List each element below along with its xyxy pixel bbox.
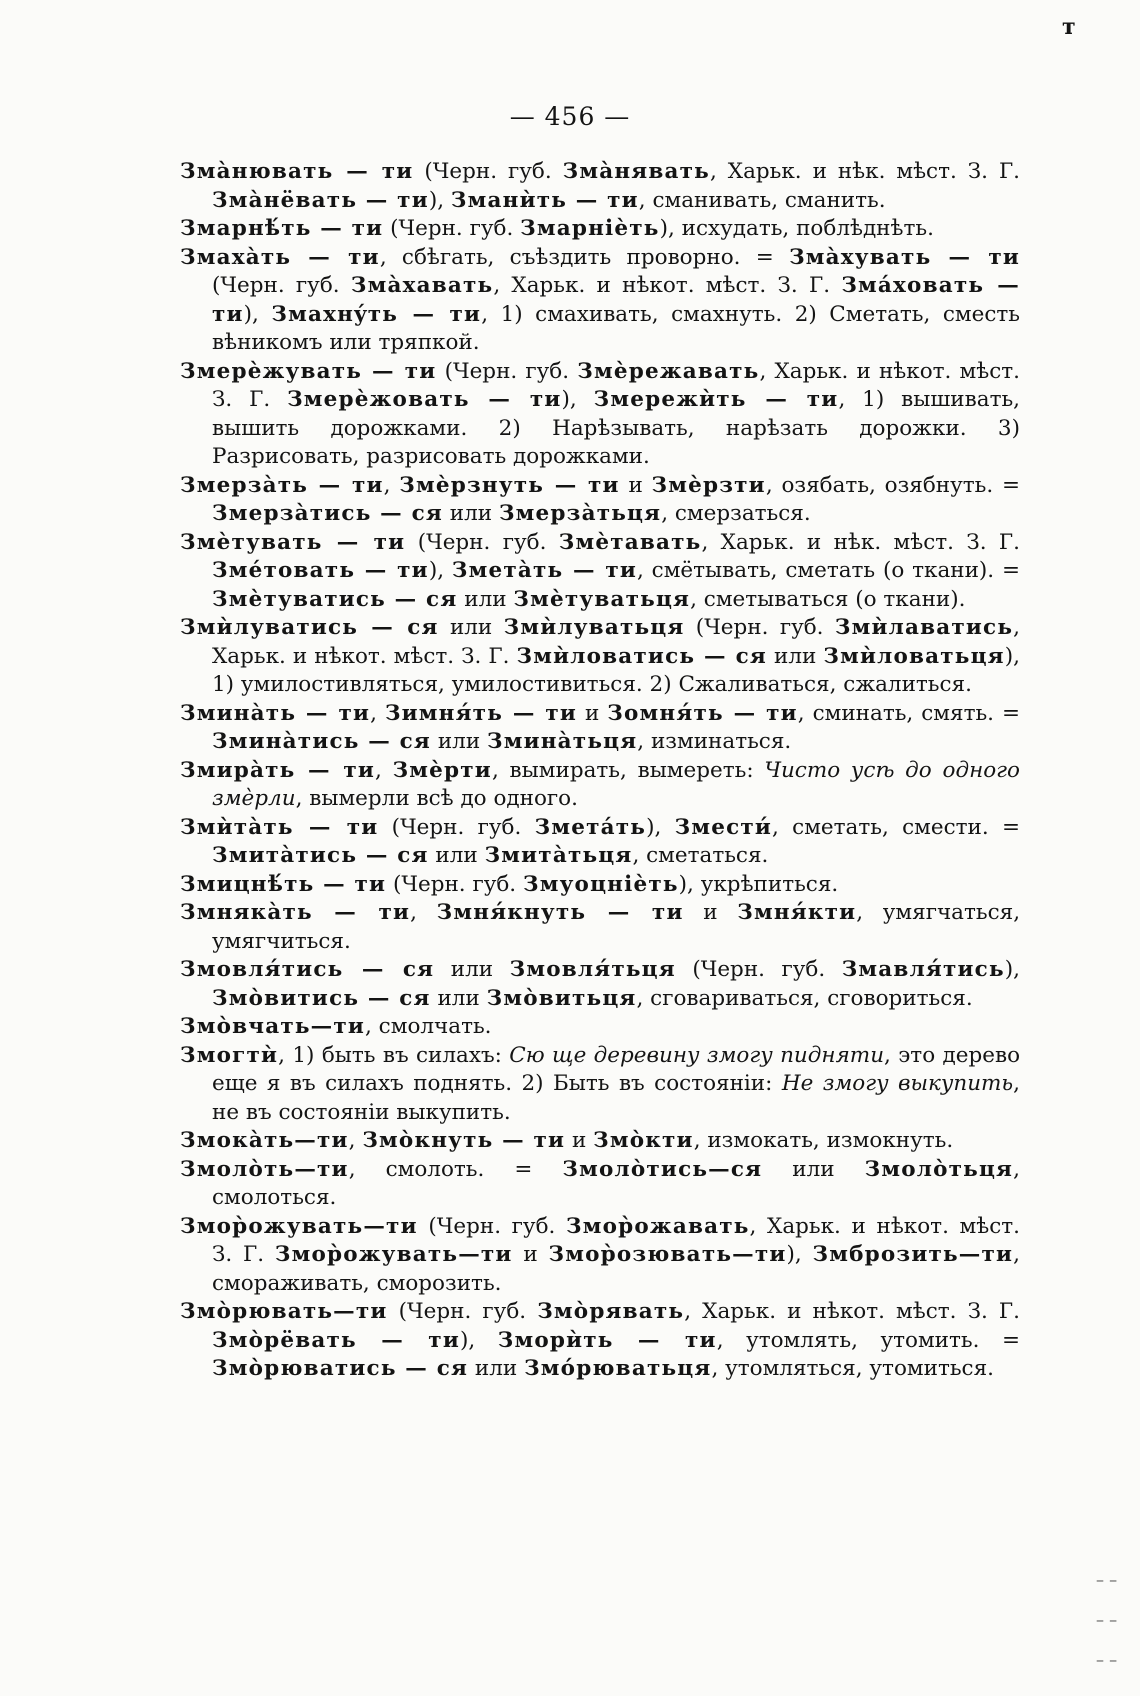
definition-text: ), — [459, 1327, 498, 1353]
headword: Зимня́ть — ти — [384, 700, 578, 726]
headword: Змѐтавать — [558, 529, 702, 555]
headword: Змитàтись — ся — [212, 843, 429, 868]
definition-text: ), 1) умилостивляться, умилостивиться. 2) Сжаливаться, сжалиться. — [212, 643, 1020, 697]
headword: Змброзить—ти — [812, 1242, 1014, 1267]
definition-text: ), — [428, 558, 452, 583]
definition-text: , сметать, смести. = — [772, 814, 1021, 840]
dictionary-entry — [180, 1298, 1020, 1384]
corner-mark: т — [1062, 14, 1076, 40]
definition-text: , Харьк. и нѣк. мѣст. З. Г. — [709, 159, 1021, 184]
headword: Змавля́тись — [841, 957, 1005, 982]
dictionary-entry — [180, 1127, 1020, 1156]
dictionary-entry — [180, 215, 1020, 244]
headword: Змня́кти — [737, 900, 857, 925]
headword: Зомня́ть — ти — [607, 700, 798, 726]
definition-text: и — [683, 900, 738, 925]
headword: Змерѐжовать — ти — [287, 387, 562, 412]
headword: Змòкнуть — ти — [362, 1128, 566, 1153]
headword: Змитàтьця — [484, 843, 633, 868]
headword: Змахнýть — ти — [271, 301, 482, 327]
dictionary-entry — [180, 244, 1020, 358]
headword: Зметáть — [534, 814, 647, 840]
dictionary-entry — [180, 1042, 1020, 1128]
definition-text: или — [442, 501, 499, 526]
definition-text: , утомлять, утомить. = — [716, 1327, 1021, 1353]
headword: Змор̀ожувать—ти — [274, 1242, 513, 1267]
dictionary-entries — [180, 158, 1020, 1384]
dictionary-entry — [180, 158, 1020, 215]
definition-text: , — [383, 472, 400, 498]
definition-text: , сминать, смять. = — [797, 700, 1020, 726]
headword: Зметàть — ти — [451, 558, 638, 583]
definition-text: (Черн. губ. — [684, 615, 835, 640]
definition-text: , это дерево еще я въ силахъ поднять. 2) Быть въ состоянiи: — [212, 1042, 1021, 1096]
headword: Змѝлуватьця — [503, 615, 685, 640]
definition-text: ), — [646, 814, 675, 840]
headword: Змòвчать—ти — [180, 1014, 366, 1039]
headword: Змор̀ожавать — [566, 1213, 750, 1239]
page-number: — 456 — — [509, 102, 631, 131]
margin-marks: – – – – – – — [1096, 1570, 1118, 1669]
definition-text: , смолчать. — [365, 1014, 492, 1039]
definition-text: , сговариваться, сговориться. — [636, 985, 973, 1011]
definition-text: или — [430, 985, 487, 1011]
definition-text: , Харьк. и нѣкот. мѣст. З. Г. — [212, 615, 1020, 669]
definition-text: и — [512, 1242, 549, 1267]
dictionary-entry — [180, 757, 1020, 814]
definition-text: , Харьк. и нѣк. мѣст. З. Г. — [701, 529, 1020, 555]
definition-text: , сметаться. — [632, 843, 769, 868]
definition-text: , сманивать, сманить. — [638, 187, 886, 213]
dictionary-entry — [180, 700, 1020, 757]
definition-text: (Черн. губ. — [675, 957, 842, 982]
definition-text: или — [766, 643, 824, 669]
dictionary-entry — [180, 358, 1020, 472]
headword: Змня́кнуть — ти — [436, 900, 684, 925]
headword: Змерзàтись — ся — [212, 501, 443, 526]
headword: Зманѝть — ти — [450, 187, 639, 213]
headword: Змàнявать — [562, 159, 710, 184]
headword: Змолòть—ти — [180, 1156, 349, 1182]
dictionary-entry — [180, 899, 1020, 956]
definition-text: , смолоться. — [212, 1156, 1020, 1210]
headword: Зминàтьця — [487, 729, 638, 754]
headword: Змóрюватьця — [524, 1356, 712, 1381]
definition-text: , не въ состоянiи выкупить. — [212, 1071, 1020, 1125]
headword: Змерзàть — ти — [180, 472, 384, 498]
headword: Змѝтàть — ти — [180, 814, 379, 840]
definition-text: ), — [786, 1242, 813, 1267]
definition-text: или — [438, 615, 504, 640]
headword: Змѐрежавать — [577, 358, 760, 384]
dictionary-entry — [180, 1156, 1020, 1213]
headword: Змѐтуватьця — [513, 586, 691, 612]
headword: Змолòтьця — [864, 1156, 1014, 1182]
definition-text: , 1) смахивать, смахнуть. 2) Сметать, сместь вѣникомъ или тряпкой. — [212, 301, 1020, 355]
headword: Зминàтись — ся — [212, 729, 431, 754]
definition-text: , умягчаться, умягчиться. — [212, 900, 1021, 954]
definition-text: , 1) вышивать, вышить дорожками. 2) Нарѣзывать, нарѣзать дорожки. 3) Разрисовать, разрисовать дорожками. — [212, 387, 1020, 469]
definition-text: (Черн. губ. — [383, 216, 521, 241]
headword: Змòрюватись — ся — [212, 1356, 469, 1381]
headword: Змòкти — [593, 1128, 694, 1153]
definition-text: (Черн. губ. — [405, 529, 559, 555]
dictionary-entry — [180, 1013, 1020, 1042]
definition-text: , изминаться. — [637, 729, 792, 754]
definition-text: (Черн. губ. — [387, 1299, 538, 1324]
headword: Змѝловатьця — [823, 643, 1005, 669]
dictionary-entry — [180, 472, 1020, 529]
definition-text: , 1) быть въ силахъ: — [278, 1042, 510, 1068]
definition-text: , Харьк. и нѣкот. мѣст. З. Г. — [684, 1299, 1020, 1324]
definition-text: , измокать, измокнуть. — [693, 1128, 954, 1153]
definition-text: , сбѣгать, съѣздить проворно. = — [379, 244, 790, 270]
definition-text: , Харьк. и нѣкот. мѣст. З. Г. — [212, 358, 1020, 412]
definition-text: , смётывать, сметать (о ткани). = — [637, 558, 1020, 583]
headword: Змáховать — ти — [212, 273, 1020, 327]
headword: Змàхувать — ти — [789, 244, 1020, 270]
definition-text: , утомляться, утомиться. — [711, 1356, 994, 1381]
definition-text: , Харьк. и нѣкот. мѣст. З. Г. — [212, 1213, 1020, 1267]
headword: Змѝлаватись — [834, 615, 1014, 640]
dictionary-entry — [180, 529, 1020, 615]
headword: Змàнёвать — ти — [212, 187, 429, 213]
dictionary-entry — [180, 871, 1020, 900]
definition-text: , смолоть. = — [348, 1156, 563, 1182]
headword: Змовля́тись — ся — [180, 957, 435, 982]
definition-text: или — [762, 1156, 865, 1182]
definition-text: , — [348, 1128, 363, 1153]
headword: Зминàть — ти — [180, 700, 371, 726]
headword: Змолòтись—ся — [562, 1156, 763, 1182]
definition-text: (Черн. губ. — [413, 159, 563, 184]
headword: Змѝлуватись — ся — [180, 615, 439, 640]
headword: Змòвитись — ся — [212, 985, 431, 1011]
definition-text: или — [468, 1356, 525, 1381]
example-text: Не змогу выкупить — [781, 1071, 1014, 1096]
headword: Змàнювать — ти — [180, 159, 414, 184]
definition-text: или — [434, 957, 510, 982]
headword: Змогтѝ — [180, 1042, 279, 1068]
headword: Змерѐжувать — ти — [180, 358, 437, 384]
headword: Змòрёвать — ти — [212, 1327, 460, 1353]
definition-text: и — [619, 472, 652, 498]
definition-text: или — [431, 729, 487, 754]
headword: Змарнѣ́ть — ти — [180, 216, 384, 241]
definition-text: ), укрѣпиться. — [678, 871, 839, 897]
definition-text: ), — [428, 187, 451, 213]
definition-text: и — [577, 700, 608, 726]
headword: Змовля́тьця — [509, 957, 676, 982]
definition-text: , смерзаться. — [661, 501, 811, 526]
headword: Змор̀ожувать—ти — [180, 1213, 418, 1239]
definition-text: , вымирать, вымереть: — [491, 757, 765, 783]
headword: Змѐрзти — [651, 472, 766, 498]
definition-text: , Харьк. и нѣкот. мѣст. З. Г. — [493, 273, 842, 298]
example-text: Сю ще деревину змогу пидняти — [509, 1042, 885, 1068]
headword: Змести́ — [674, 814, 773, 840]
example-text: Чисто усѣ до одного змѐрли — [212, 757, 1020, 811]
headword: Змѝловатись — ся — [516, 643, 767, 669]
dictionary-entry — [180, 814, 1020, 871]
definition-text: или — [457, 586, 514, 612]
definition-text: или — [428, 843, 485, 868]
definition-text: ), — [1004, 957, 1020, 982]
headword: Змахàть — ти — [180, 244, 380, 270]
headword: Змѐтуватись — ся — [212, 586, 458, 612]
headword: Змѐтувать — ти — [180, 529, 406, 555]
definition-text: (Черн. губ. — [417, 1213, 567, 1239]
definition-text: , озябать, озябнуть. = — [765, 472, 1020, 498]
headword: Зморѝть — ти — [497, 1327, 717, 1353]
headword: Змор̀озювать—ти — [548, 1242, 787, 1267]
dictionary-entry — [180, 956, 1020, 1013]
definition-text: ), исхудать, поблѣднѣть. — [659, 216, 934, 241]
headword: Змнякàть — ти — [180, 900, 411, 925]
definition-text: ), — [243, 301, 272, 327]
headword: Змережѝть — ти — [593, 387, 839, 412]
definition-text: , вымерли всѣ до одного. — [295, 786, 578, 811]
headword: Змирàть — ти — [180, 757, 375, 783]
definition-text: , смораживать, сморозить. — [212, 1242, 1021, 1296]
definition-text: , — [410, 900, 437, 925]
definition-text: ), — [561, 387, 594, 412]
headword: Змицнѣ́ть — ти — [180, 871, 387, 897]
headword: Змàхавать — [350, 273, 494, 298]
dictionary-entry — [180, 614, 1020, 700]
headword: Змòрявать — [537, 1299, 685, 1324]
headword: Змòрювать—ти — [180, 1299, 388, 1324]
definition-text: (Черн. губ. — [378, 814, 535, 840]
definition-text: (Черн. губ. — [212, 273, 351, 298]
headword: Змарнiѐть — [520, 216, 660, 241]
headword: Змуоцнiѐть — [522, 871, 679, 897]
dictionary-entry — [180, 1213, 1020, 1299]
headword: Змерзàтьця — [498, 501, 662, 526]
headword: Змокàть—ти — [180, 1128, 349, 1153]
headword: Змòвитьця — [486, 985, 637, 1011]
definition-text: , — [375, 757, 393, 783]
definition-text: и — [565, 1128, 594, 1153]
definition-text: (Черн. губ. — [386, 871, 523, 897]
definition-text: , сметываться (о ткани). — [690, 586, 966, 612]
headword: Змѐрти — [392, 757, 492, 783]
headword: Змѐрзнуть — ти — [399, 472, 620, 498]
headword: Змéтовать — ти — [212, 558, 429, 583]
definition-text: , — [370, 700, 385, 726]
definition-text: (Черн. губ. — [436, 358, 578, 384]
